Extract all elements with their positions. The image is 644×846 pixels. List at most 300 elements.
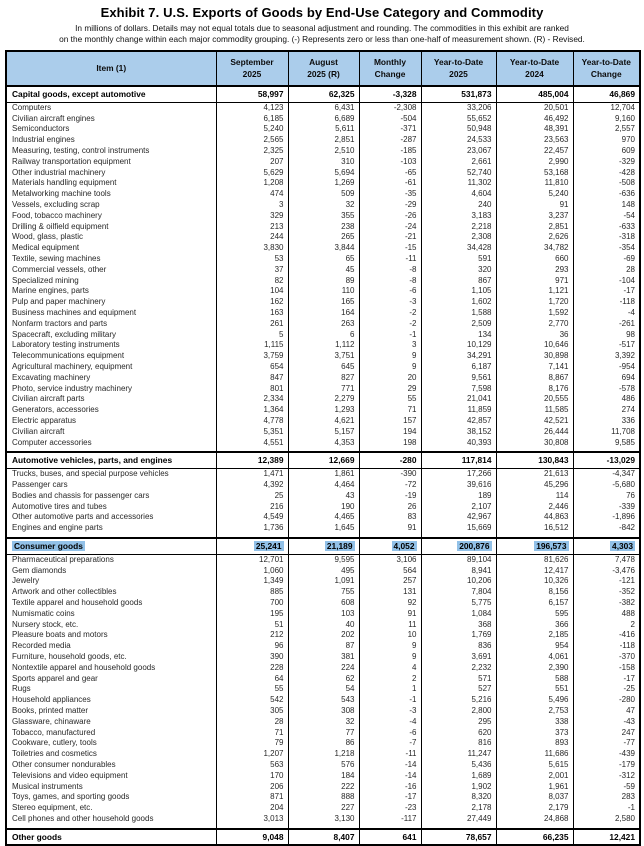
value-cell: 40,393	[421, 438, 496, 453]
value-cell: 52,740	[421, 168, 496, 179]
value-cell: 10,326	[496, 576, 573, 587]
value-cell: 2,107	[421, 502, 496, 513]
value-cell: -3	[359, 706, 421, 717]
value-cell: 11	[359, 620, 421, 631]
value-cell: 595	[496, 609, 573, 620]
value-cell: 3,751	[288, 351, 359, 362]
table-row	[6, 576, 640, 587]
value-cell: 238	[288, 222, 359, 233]
value-cell: 10,646	[496, 340, 573, 351]
value-cell: 17,266	[421, 469, 496, 480]
value-cell: 4,353	[288, 438, 359, 453]
value-cell: 620	[421, 728, 496, 739]
value-cell: 551	[496, 684, 573, 695]
subtitle-line-2: on the monthly change within each major commodity grouping. (-) Represents zero or less than one-half of measurement shown. (R) - Revised.	[59, 33, 585, 44]
table-row	[6, 351, 640, 362]
value-cell: 44,863	[496, 512, 573, 523]
table-row	[6, 814, 640, 829]
value-cell	[359, 538, 421, 554]
value-cell: 283	[573, 792, 640, 803]
value-cell: -118	[573, 641, 640, 652]
table-row	[6, 330, 640, 341]
value-cell: 11,302	[421, 178, 496, 189]
highlighted-value: 4,052	[393, 540, 415, 551]
value-cell: 1,115	[216, 340, 288, 351]
item-label: Furniture, household goods, etc.	[12, 651, 127, 661]
value-cell: 3,013	[216, 814, 288, 829]
table-row	[6, 135, 640, 146]
value-cell: 11,708	[573, 427, 640, 438]
value-cell: 20,555	[496, 394, 573, 405]
value-cell: 265	[288, 232, 359, 243]
value-cell: 244	[216, 232, 288, 243]
value-cell: 1,208	[216, 178, 288, 189]
item-label: Toys, games, and sporting goods	[12, 792, 130, 802]
item-label: Passenger cars	[12, 479, 68, 489]
item-label: Food, tobacco machinery	[12, 210, 102, 220]
column-header: September 2025	[216, 51, 288, 86]
value-cell: 1,091	[288, 576, 359, 587]
value-cell: 184	[288, 771, 359, 782]
value-cell: 2,851	[288, 135, 359, 146]
value-cell: 5,240	[496, 189, 573, 200]
value-cell: 227	[288, 803, 359, 814]
value-cell: 9,561	[421, 373, 496, 384]
value-cell: 6,157	[496, 598, 573, 609]
value-cell: 7,478	[573, 554, 640, 565]
table-row	[6, 265, 640, 276]
value-cell: 12,704	[573, 102, 640, 113]
value-cell: 11,810	[496, 178, 573, 189]
value-cell: 4,392	[216, 480, 288, 491]
value-cell: 263	[288, 319, 359, 330]
item-label: Numismatic coins	[12, 608, 75, 618]
value-cell: -13,029	[573, 452, 640, 468]
value-cell: -59	[573, 782, 640, 793]
item-label: Civilian aircraft parts	[12, 394, 85, 404]
value-cell: 1,861	[288, 469, 359, 480]
value-cell: 885	[216, 587, 288, 598]
value-cell: 148	[573, 200, 640, 211]
value-cell: 207	[216, 157, 288, 168]
value-cell: 46,492	[496, 114, 573, 125]
value-cell	[421, 538, 496, 554]
subtitle-line-1: In millions of dollars. Details may not equal totals due to seasonal adjustment and rounding. The commodities in this exhibit are ranked	[75, 23, 569, 33]
item-label: Household appliances	[12, 695, 91, 705]
value-cell: 16,512	[496, 523, 573, 538]
value-cell: 3	[359, 340, 421, 351]
value-cell: 62	[288, 674, 359, 685]
value-cell: 28	[573, 265, 640, 276]
value-cell: -54	[573, 211, 640, 222]
value-cell: 42,521	[496, 416, 573, 427]
value-cell: 2,179	[496, 803, 573, 814]
value-cell: 189	[421, 491, 496, 502]
table-row	[6, 254, 640, 265]
value-cell: 39,616	[421, 480, 496, 491]
value-cell: 162	[216, 297, 288, 308]
table-row	[6, 124, 640, 135]
value-cell: 694	[573, 373, 640, 384]
value-cell: 4,465	[288, 512, 359, 523]
value-cell: 240	[421, 200, 496, 211]
value-cell: 355	[288, 211, 359, 222]
table-row	[6, 598, 640, 609]
value-cell: 213	[216, 222, 288, 233]
value-cell: 222	[288, 782, 359, 793]
value-cell: 486	[573, 394, 640, 405]
value-cell: 3,759	[216, 351, 288, 362]
highlighted-value: 4,303	[612, 540, 633, 551]
value-cell: 2,390	[496, 663, 573, 674]
value-cell: 2	[573, 620, 640, 631]
item-label: Metalworking machine tools	[12, 189, 111, 199]
column-header: Monthly Change	[359, 51, 421, 86]
table-row	[6, 749, 640, 760]
value-cell: 134	[421, 330, 496, 341]
value-cell: -65	[359, 168, 421, 179]
value-cell: 98	[573, 330, 640, 341]
value-cell: 12,669	[288, 452, 359, 468]
value-cell: 816	[421, 738, 496, 749]
value-cell: 608	[288, 598, 359, 609]
table-row	[6, 222, 640, 233]
value-cell: 1,961	[496, 782, 573, 793]
value-cell: -61	[359, 178, 421, 189]
value-cell: 12,421	[573, 829, 640, 846]
value-cell: -21	[359, 232, 421, 243]
item-label: Civilian aircraft engines	[12, 113, 95, 123]
value-cell: 2,509	[421, 319, 496, 330]
item-label: Textile apparel and household goods	[12, 597, 143, 607]
value-cell: -17	[573, 674, 640, 685]
value-cell: 9	[359, 641, 421, 652]
value-cell: 130,843	[496, 452, 573, 468]
value-cell: 755	[288, 587, 359, 598]
value-cell: 54	[288, 684, 359, 695]
value-cell: 20,501	[496, 102, 573, 113]
table-row	[6, 211, 640, 222]
value-cell: 48,391	[496, 124, 573, 135]
table-row	[6, 438, 640, 453]
value-cell: 45,296	[496, 480, 573, 491]
value-cell: 700	[216, 598, 288, 609]
value-cell: 543	[288, 695, 359, 706]
value-cell: 6,431	[288, 102, 359, 113]
value-cell: -72	[359, 480, 421, 491]
value-cell: 23,067	[421, 146, 496, 157]
item-label: Nontextile apparel and household goods	[12, 662, 156, 672]
value-cell: -280	[573, 695, 640, 706]
header-row	[6, 51, 640, 86]
item-label: Generators, accessories	[12, 405, 99, 415]
value-cell: -954	[573, 362, 640, 373]
value-cell: -179	[573, 760, 640, 771]
value-cell: 257	[359, 576, 421, 587]
value-cell: 228	[216, 663, 288, 674]
value-cell: -382	[573, 598, 640, 609]
value-cell	[288, 538, 359, 554]
value-cell: 5,436	[421, 760, 496, 771]
value-cell: 641	[359, 829, 421, 846]
highlighted-value: 21,189	[326, 540, 353, 551]
value-cell: -578	[573, 384, 640, 395]
value-cell: 55,652	[421, 114, 496, 125]
value-cell: 131	[359, 587, 421, 598]
value-cell: 104	[216, 286, 288, 297]
value-cell: 4,464	[288, 480, 359, 491]
table-row	[6, 189, 640, 200]
item-label: Gem diamonds	[12, 565, 67, 575]
item-label: Trucks, buses, and special purpose vehicles	[12, 469, 169, 479]
value-cell: 33,206	[421, 102, 496, 113]
value-cell: 6,187	[421, 362, 496, 373]
value-cell: 55	[216, 684, 288, 695]
value-cell: 2,218	[421, 222, 496, 233]
value-cell: 91	[359, 523, 421, 538]
item-label: Textile, sewing machines	[12, 254, 101, 264]
value-cell: -117	[359, 814, 421, 829]
value-cell: -842	[573, 523, 640, 538]
value-cell: 2,334	[216, 394, 288, 405]
item-label: Electric apparatus	[12, 416, 77, 425]
value-cell: 4,621	[288, 416, 359, 427]
value-cell: 58,997	[216, 86, 288, 102]
column-header: Item (1)	[6, 51, 216, 86]
section-total-row	[6, 538, 640, 554]
value-cell: 5,496	[496, 695, 573, 706]
value-cell: 32	[288, 200, 359, 211]
value-cell: 8,176	[496, 384, 573, 395]
table-row	[6, 630, 640, 641]
highlighted-value: 25,241	[255, 540, 282, 551]
item-label: Marine engines, parts	[12, 286, 89, 296]
table-row	[6, 168, 640, 179]
value-cell: 8,941	[421, 566, 496, 577]
value-cell: 509	[288, 189, 359, 200]
value-cell: 170	[216, 771, 288, 782]
value-cell: 310	[288, 157, 359, 168]
value-cell: 1,689	[421, 771, 496, 782]
value-cell: 83	[359, 512, 421, 523]
value-cell: 3,130	[288, 814, 359, 829]
highlighted-value: 200,876	[459, 540, 490, 551]
value-cell: 53	[216, 254, 288, 265]
value-cell: 1,364	[216, 405, 288, 416]
value-cell: 64	[216, 674, 288, 685]
table-row	[6, 362, 640, 373]
table-row	[6, 717, 640, 728]
value-cell: -517	[573, 340, 640, 351]
value-cell: 71	[359, 405, 421, 416]
table-row	[6, 641, 640, 652]
value-cell: 79	[216, 738, 288, 749]
value-cell: 836	[421, 641, 496, 652]
item-label: Tobacco, manufactured	[12, 727, 96, 737]
value-cell: 15,669	[421, 523, 496, 538]
highlighted-value: Consumer goods	[14, 540, 83, 551]
table-row	[6, 760, 640, 771]
page-subtitle	[14, 23, 630, 45]
value-cell: 2,510	[288, 146, 359, 157]
value-cell: 4	[359, 663, 421, 674]
item-label: Recorded media	[12, 641, 71, 651]
value-cell: 87	[288, 641, 359, 652]
item-label: Televisions and video equipment	[12, 770, 128, 780]
item-label: Other consumer nondurables	[12, 759, 116, 769]
value-cell: 308	[288, 706, 359, 717]
item-label: Musical instruments	[12, 781, 83, 791]
value-cell: 26	[359, 502, 421, 513]
value-cell: 29	[359, 384, 421, 395]
value-cell: -287	[359, 135, 421, 146]
item-label: Sports apparel and gear	[12, 673, 98, 683]
value-cell: 30,808	[496, 438, 573, 453]
value-cell: 21,613	[496, 469, 573, 480]
item-label: Photo, service industry machinery	[12, 383, 133, 393]
value-cell: 9	[359, 351, 421, 362]
value-cell: 8,037	[496, 792, 573, 803]
value-cell: 27,449	[421, 814, 496, 829]
value-cell: 7,141	[496, 362, 573, 373]
value-cell: -633	[573, 222, 640, 233]
value-cell: 206	[216, 782, 288, 793]
item-label: Computer accessories	[12, 437, 92, 447]
value-cell: 9,048	[216, 829, 288, 846]
value-cell: -508	[573, 178, 640, 189]
value-cell: 1	[359, 684, 421, 695]
value-cell: 12,389	[216, 452, 288, 468]
value-cell: 3,392	[573, 351, 640, 362]
item-label: Industrial engines	[12, 135, 75, 145]
item-label: Other automotive parts and accessories	[12, 512, 154, 522]
table-row	[6, 512, 640, 523]
value-cell: 2,446	[496, 502, 573, 513]
section-total-row	[6, 829, 640, 846]
value-cell: 5,216	[421, 695, 496, 706]
value-cell: 2,325	[216, 146, 288, 157]
item-label: Engines and engine parts	[12, 523, 103, 533]
table-header	[6, 51, 640, 86]
value-cell: 6,689	[288, 114, 359, 125]
value-cell: 71	[216, 728, 288, 739]
table-row	[6, 803, 640, 814]
item-label: Wood, glass, plastic	[12, 232, 83, 242]
value-cell: 28	[216, 717, 288, 728]
value-cell: 4,778	[216, 416, 288, 427]
value-cell: 1,592	[496, 308, 573, 319]
value-cell: -5,680	[573, 480, 640, 491]
value-cell: -17	[573, 286, 640, 297]
value-cell: 92	[359, 598, 421, 609]
value-cell: 5,157	[288, 427, 359, 438]
value-cell: 96	[216, 641, 288, 652]
value-cell: 2,178	[421, 803, 496, 814]
value-cell: 103	[288, 609, 359, 620]
item-label: Pharmaceutical preparations	[12, 554, 114, 564]
item-label: Laboratory testing instruments	[12, 340, 120, 350]
value-cell: 893	[496, 738, 573, 749]
item-label: Automotive vehicles, parts, and engines	[6, 452, 216, 468]
section-total-row	[6, 452, 640, 468]
item-label: Cookware, cutlery, tools	[12, 738, 97, 748]
value-cell: 474	[216, 189, 288, 200]
table-row	[6, 609, 640, 620]
value-cell: 1,105	[421, 286, 496, 297]
value-cell: 576	[288, 760, 359, 771]
value-cell: -103	[359, 157, 421, 168]
value-cell: 11,585	[496, 405, 573, 416]
value-cell: 47	[573, 706, 640, 717]
table-row	[6, 674, 640, 685]
item-label	[6, 538, 216, 554]
value-cell: 366	[496, 620, 573, 631]
table-row	[6, 297, 640, 308]
value-cell: 3,830	[216, 243, 288, 254]
value-cell: 527	[421, 684, 496, 695]
value-cell: 571	[421, 674, 496, 685]
value-cell: 6	[288, 330, 359, 341]
value-cell: 23,563	[496, 135, 573, 146]
value-cell: 11,686	[496, 749, 573, 760]
value-cell: -35	[359, 189, 421, 200]
value-cell: -24	[359, 222, 421, 233]
item-label: Nonfarm tractors and parts	[12, 318, 108, 328]
value-cell: 53,168	[496, 168, 573, 179]
item-label: Vessels, excluding scrap	[12, 200, 100, 210]
value-cell: 8,156	[496, 587, 573, 598]
item-label: Business machines and equipment	[12, 308, 137, 318]
value-cell: 32	[288, 717, 359, 728]
value-cell: 488	[573, 609, 640, 620]
value-cell: -318	[573, 232, 640, 243]
table-row	[6, 706, 640, 717]
value-cell: -352	[573, 587, 640, 598]
value-cell: 293	[496, 265, 573, 276]
value-cell: 11,859	[421, 405, 496, 416]
value-cell: 3,106	[359, 554, 421, 565]
table-row	[6, 232, 640, 243]
value-cell: 1,471	[216, 469, 288, 480]
value-cell: 3,237	[496, 211, 573, 222]
table-row	[6, 491, 640, 502]
value-cell: 542	[216, 695, 288, 706]
value-cell: 11,247	[421, 749, 496, 760]
value-cell: 2,626	[496, 232, 573, 243]
item-label: Telecommunications equipment	[12, 351, 125, 361]
table-row	[6, 394, 640, 405]
value-cell: -185	[359, 146, 421, 157]
value-cell: 3,691	[421, 652, 496, 663]
value-cell: -11	[359, 749, 421, 760]
value-cell: 871	[216, 792, 288, 803]
value-cell: -6	[359, 728, 421, 739]
value-cell: 38,152	[421, 427, 496, 438]
highlighted-value: 196,573	[536, 540, 567, 551]
value-cell: -158	[573, 663, 640, 674]
value-cell: -428	[573, 168, 640, 179]
item-label: Jewelry	[12, 576, 40, 586]
item-label: Rugs	[12, 684, 31, 694]
value-cell: -329	[573, 157, 640, 168]
value-cell: 971	[496, 276, 573, 287]
column-header: Year-to-Date Change	[573, 51, 640, 86]
value-cell: 30,898	[496, 351, 573, 362]
value-cell: -8	[359, 265, 421, 276]
value-cell: -14	[359, 760, 421, 771]
table-row	[6, 728, 640, 739]
value-cell: 4,604	[421, 189, 496, 200]
